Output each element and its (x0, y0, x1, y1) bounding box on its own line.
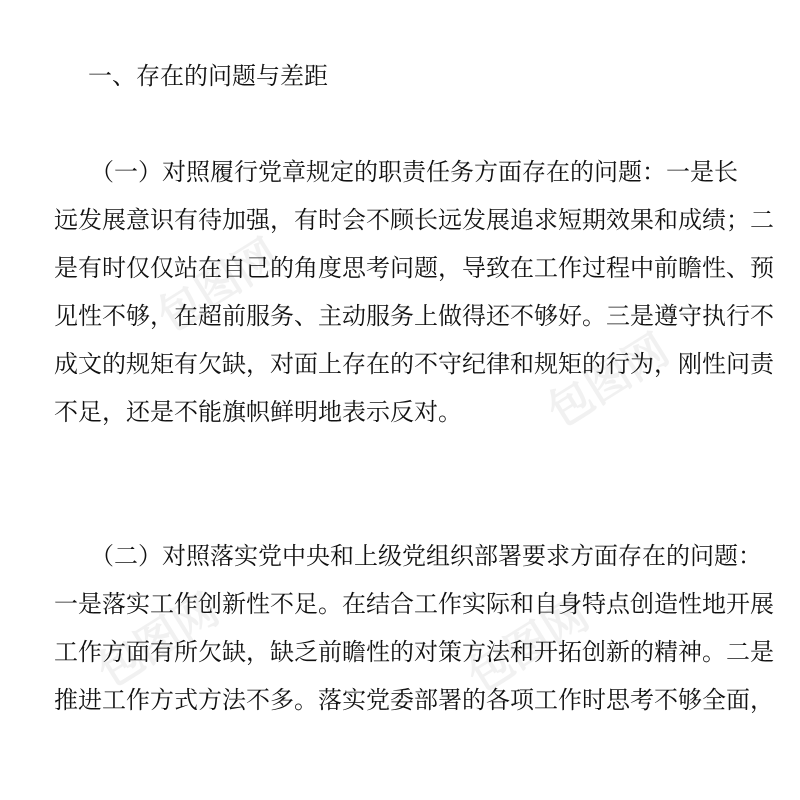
watermark-text: 包图网 (148, 229, 288, 343)
paragraph-one (54, 148, 778, 436)
paragraph-line: （一）对照履行党章规定的职责任务方面存在的问题：一是长 (90, 158, 738, 186)
paragraph-line: 工作方面有所欠缺，缺乏前瞻性的对策方法和开拓创新的精神。二是 (54, 638, 774, 666)
paragraph-line: 是有时仅仅站在自己的角度思考问题，导致在工作过程中前瞻性、预 (54, 254, 774, 282)
watermark-text: 包图网 (88, 584, 228, 698)
paragraph-line: 远发展意识有待加强，有时会不顾长远发展追求短期效果和成绩；二 (54, 206, 774, 234)
watermark-text: 包图网 (458, 589, 598, 703)
paragraph-line: 推进工作方式方法不多。落实党委部署的各项工作时思考不够全面， (54, 686, 774, 714)
paragraph-line: （二）对照落实党中央和上级党组织部署要求方面存在的问题： (90, 542, 762, 570)
section-heading: 一、存在的问题与差距 (88, 62, 328, 90)
paragraph-line: 不足，还是不能旗帜鲜明地表示反对。 (54, 398, 462, 426)
paragraph-line: 一是落实工作创新性不足。在结合工作实际和自身特点创造性地开展 (54, 590, 774, 618)
watermark-text: 包图网 (538, 324, 678, 438)
paragraph-two (54, 532, 778, 724)
paragraph-line: 见性不够，在超前服务、主动服务上做得还不够好。三是遵守执行不 (54, 302, 774, 330)
paragraph-line: 成文的规矩有欠缺，对面上存在的不守纪律和规矩的行为，刚性问责 (54, 350, 774, 378)
